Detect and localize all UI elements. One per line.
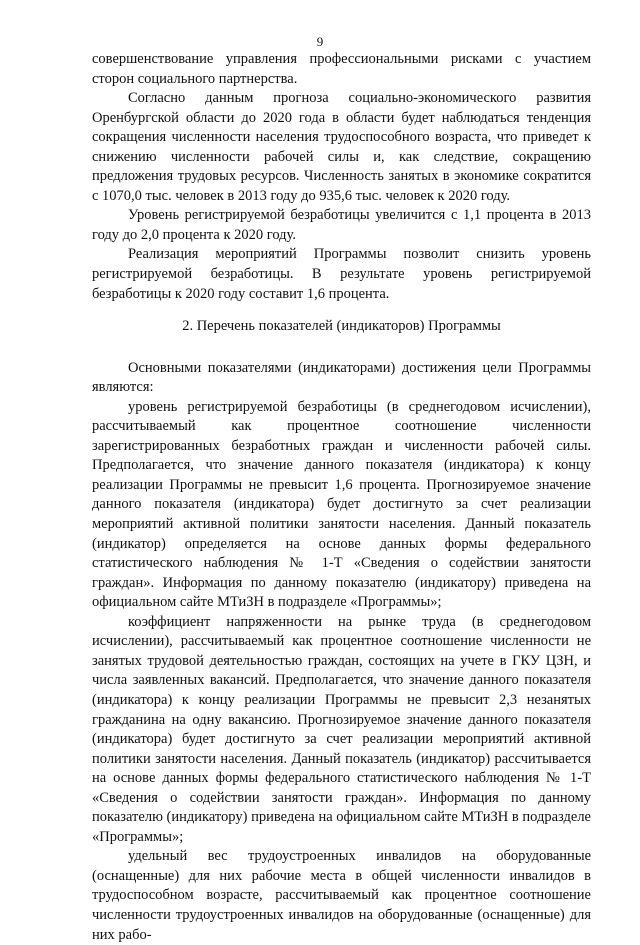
paragraph: Основными показателями (индикаторами) достижения цели Программы являются:	[92, 359, 591, 396]
section-heading: 2. Перечень показателей (индикаторов) Программы	[182, 318, 501, 335]
document-body	[92, 50, 591, 945]
paragraph: совершенствование управления профессиональными рисками с участием сторон социального партнерства.	[92, 51, 591, 87]
paragraph: Реализация мероприятий Программы позволит снизить уровень регистрируемой безработицы. В результате уровень регистрируемой безработицы к 2020 году составит 1,6 процента.	[92, 246, 591, 302]
paragraph: коэффициент напряженности на рынке труда (в среднегодовом исчислении), рассчитываемый как процентное соотношение численности не занятых трудовой деятельностью граждан, состоящих на учете в ГКУ ЦЗН, и числа заявленных вакансий. Предполагается, что значение данного показателя (индикатора) к концу реализации Программы не превысит 2,3 незанятых гражданина на одну вакансию. Прогнозируемое значение данного показателя (индикатора) будет достигнуто за счет реализации мероприятий активной политики занятости населения. Данный показатель (индикатор) рассчитывается на основе данных формы федерального статистического наблюдения № 1-Т «Сведения о содействии занятости граждан». Информация по данному показателю (индикатору) приведена на официальном сайте МТиЗН в подразделе «Программы»;	[92, 613, 591, 845]
paragraph: Согласно данным прогноза социально-экономического развития Оренбургской области до 2020 года в области будет наблюдаться тенденция сокращения численности населения трудоспособного возраста, что приведет к снижению численности рабочей силы и, как следствие, сокращению предложения трудовых ресурсов. Численность занятых в экономике сократится с 1070,0 тыс. человек в 2013 году до 935,6 тыс. человек к 2020 году.	[92, 90, 591, 204]
page-number: 9	[316, 34, 324, 49]
paragraph: уровень регистрируемой безработицы (в среднегодовом исчислении), рассчитываемый как процентное соотношение численности зарегистрированных безработных граждан и численности рабочей силы. Предполагается, что значение данного показателя (индикатора) к концу реализации Программы не превысит 1,6 процента. Прогнозируемое значение данного показателя (индикатора) будет достигнуто за счет реализации мероприятий активной политики занятости населения. Данный показатель (индикатор) определяется на основе данных формы федерального статистического наблюдения № 1-Т «Сведения о содействии занятости граждан». Информация по данному показателю (индикатору) приведена на официальном сайте МТиЗН в подразделе «Программы»;	[92, 398, 591, 611]
paragraph: удельный вес трудоустроенных инвалидов на оборудованные (оснащенные) для них рабочие места в общей численности инвалидов в трудоспособном возрасте, рассчитываемый как процентное соотношение численности трудоустроенных инвалидов на оборудованные (оснащенные) для них рабо-	[92, 848, 591, 943]
paragraph: Уровень регистрируемой безработицы увеличится с 1,1 процента в 2013 году до 2,0 процента к 2020 году.	[92, 207, 591, 243]
